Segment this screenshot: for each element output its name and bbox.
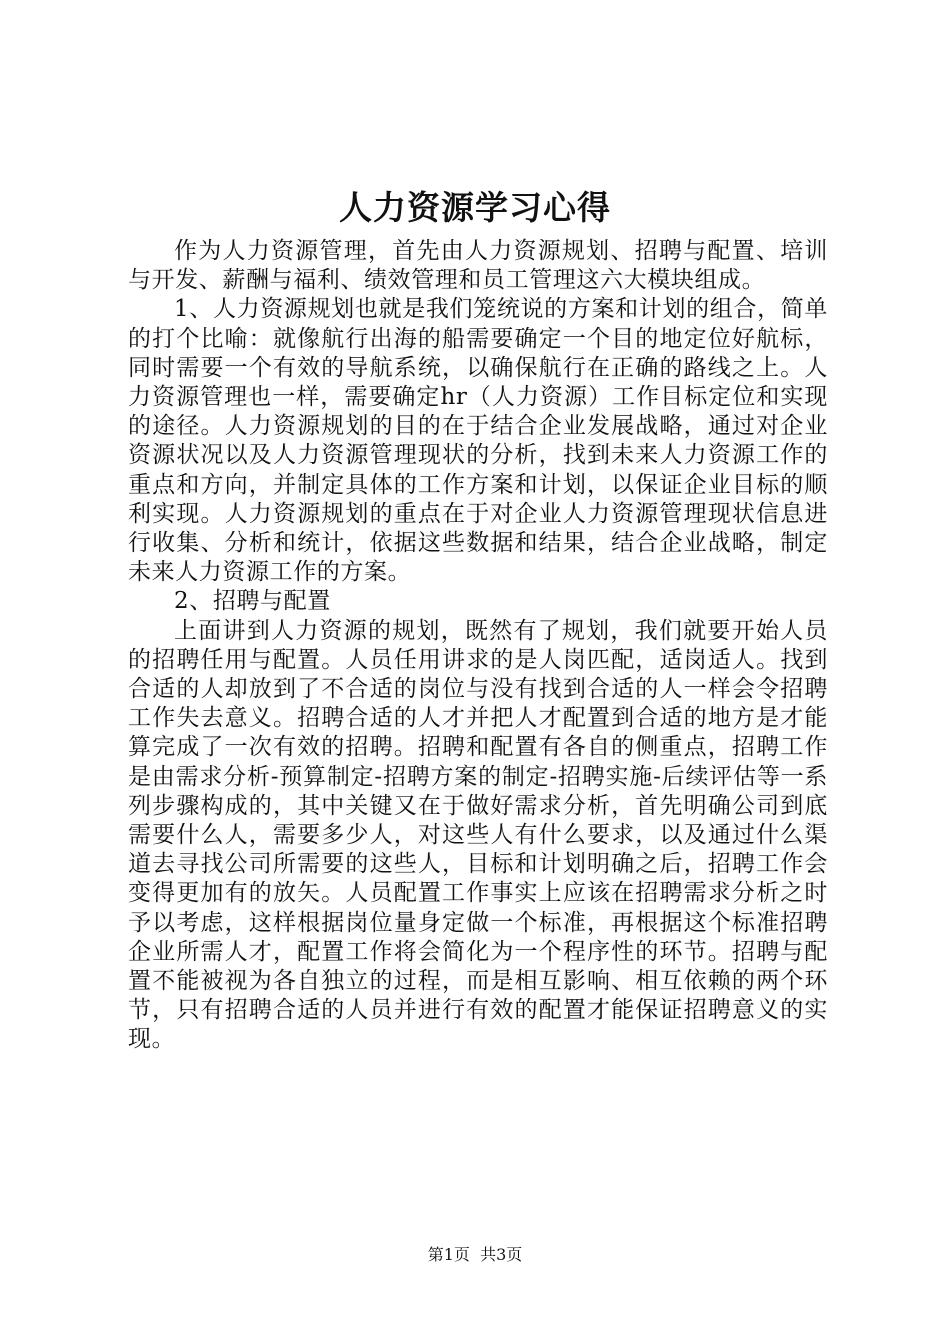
paragraph-intro: 作为人力资源管理，首先由人力资源规划、招聘与配置、培训与开发、薪酬与福利、绩效管理和员工管理这六大模块组成。 — [128, 238, 828, 294]
section-heading-recruitment: 2、招聘与配置 — [174, 588, 331, 615]
document-title: 人力资源学习心得 — [339, 188, 611, 227]
page-number-footer: 第1页 共3页 — [427, 1245, 523, 1264]
paragraph-recruitment: 上面讲到人力资源的规划，既然有了规划，我们就要开始人员的招聘任用与配置。人员任用讲求的是人岗匹配，适岗适人。找到合适的人却放到了不合适的岗位与没有找到合适的人一样会令招聘工作失去意义。招聘合适的人才并把人才配置到合适的地方是才能算完成了一次有效的招聘。招聘和配置有各自的侧重点，招聘工作是由需求分析-预算制定-招聘方案的制定-招聘实施-后续评估等一系列步骤构成的，其中关键又在于做好需求分析，首先明确公司到底需要什么人，需要多少人，对这些人有什么要求，以及通过什么渠道去寻找公司所需要的这些人，目标和计划明确之后，招聘工作会变得更加有的放矢。人员配置工作事实上应该在招聘需求分析之时予以考虑，这样根据岗位量身定做一个标准，再根据这个标准招聘企业所需人才，配置工作将会简化为一个程序性的环节。招聘与配置不能被视为各自独立的过程，而是相互影响、相互依赖的两个环节，只有招聘合适的人员并进行有效的配置才能保证招聘意义的实现。 — [128, 617, 828, 1053]
paragraph-hr-planning: 1、人力资源规划也就是我们笼统说的方案和计划的组合，简单的打个比喻：就像航行出海的船需要确定一个目的地定位好航标，同时需要一个有效的导航系统，以确保航行在正确的路线之上。人力资源管理也一样，需要确定hr（人力资源）工作目标定位和实现的途径。人力资源规划的目的在于结合企业发展战略，通过对企业资源状况以及人力资源管理现状的分析，找到未来人力资源工作的重点和方向，并制定具体的工作方案和计划，以保证企业目标的顺利实现。人力资源规划的重点在于对企业人力资源管理现状信息进行收集、分析和统计，依据这些数据和结果，结合企业战略，制定未来人力资源工作的方案。 — [128, 296, 828, 586]
document-body — [128, 237, 828, 1055]
